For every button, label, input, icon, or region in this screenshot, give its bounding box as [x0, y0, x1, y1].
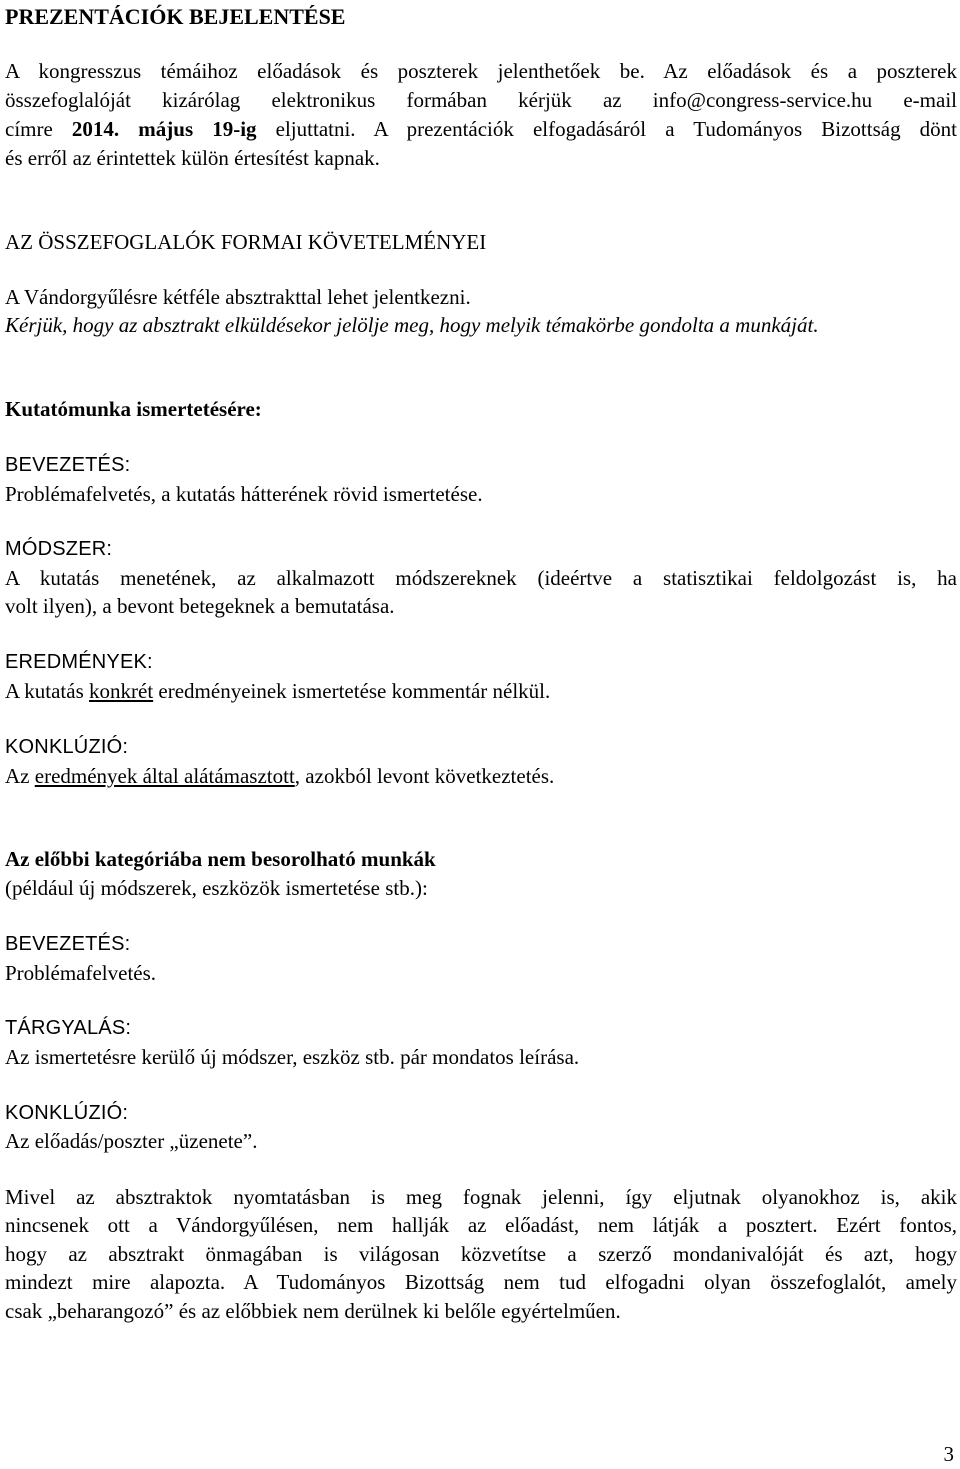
research-results-label: EREDMÉNYEK:	[5, 651, 153, 673]
research-intro-text: Problémafelvetés, a kutatás hátterének rövid ismertetése.	[5, 482, 483, 506]
closing-line-4: mindezt mire alapozta. A Tudományos Bizottság nem tud elfogadni olyan összefoglalót, amely	[5, 1270, 957, 1294]
conclusion-pre: Az	[5, 764, 30, 788]
research-results-text	[5, 677, 550, 706]
research-conclusion-label: KONKLÚZIÓ:	[5, 736, 129, 758]
conclusion-underlined: eredmények által alátámasztott	[34, 764, 295, 788]
research-method-line-2: volt ilyen), a bevont betegeknek a bemutatása.	[5, 594, 395, 618]
intro-line-2: összefoglalóját kizárólag elektronikus formában kérjük az info@congress-service.hu e-mail	[5, 88, 957, 112]
research-method-label: MÓDSZER:	[5, 538, 113, 560]
intro-line-4: és erről az érintettek külön értesítést kapnak.	[5, 146, 380, 170]
other-intro-text: Problémafelvetés.	[5, 961, 157, 985]
intro-line-3-pre: címre	[5, 117, 53, 141]
closing-line-1: Mivel az absztraktok nyomtatásban is meg fognak jelenni, így eljutnak olyanokhoz is, akik	[5, 1185, 957, 1209]
research-method-line-1: A kutatás menetének, az alkalmazott módszereknek (ideértve a statisztikai feldolgozást is, ha	[5, 566, 957, 590]
other-discussion-text: Az ismertetésre kerülő új módszer, eszköz stb. pár mondatos leírása.	[5, 1045, 580, 1069]
other-conclusion-label: KONKLÚZIÓ:	[5, 1102, 129, 1124]
results-post: eredményeinek ismertetése kommentár nélkül.	[158, 679, 551, 703]
conclusion-post: , azokból levont következtetés.	[294, 764, 555, 788]
research-intro-label: BEVEZETÉS:	[5, 454, 131, 476]
other-discussion-label: TÁRGYALÁS:	[5, 1017, 132, 1039]
other-subtitle: (például új módszerek, eszközök ismertetése stb.):	[5, 876, 428, 900]
closing-line-5: csak „beharangozó” és az előbbiek nem derülnek ki belőle egyértelműen.	[5, 1299, 621, 1323]
requirements-line-1: A Vándorgyűlésre kétféle absztrakttal lehet jelentkezni.	[5, 285, 471, 309]
closing-line-3: hogy az absztrakt önmagában is világosan közvetítse a szerző mondanivalóját és azt, hogy	[5, 1242, 957, 1266]
page-number: 3	[943, 1442, 954, 1466]
deadline-date: 2014. május 19-ig	[71, 117, 257, 141]
results-pre: A kutatás	[5, 679, 84, 703]
requirements-line-2: Kérjük, hogy az absztrakt elküldésekor jelölje meg, hogy melyik témakörbe gondolta a munkáját.	[5, 313, 819, 337]
research-conclusion-text	[5, 762, 554, 791]
research-title: Kutatómunka ismertetésére:	[5, 397, 262, 421]
intro-line-1: A kongresszus témáihoz előadások és poszterek jelenthetőek be. Az előadások és a poszterek	[5, 59, 957, 83]
results-underlined: konkrét	[89, 679, 154, 703]
section-title-requirements: AZ ÖSSZEFOGLALÓK FORMAI KÖVETELMÉNYEI	[5, 230, 487, 254]
other-intro-label: BEVEZETÉS:	[5, 933, 131, 955]
closing-line-2: nincsenek ott a Vándorgyűlésen, nem hallják az előadást, nem látják a posztert. Ezért fontos,	[5, 1213, 957, 1237]
other-conclusion-text: Az előadás/poszter „üzenete”.	[5, 1129, 258, 1153]
intro-line-3-post: eljuttatni. A prezentációk elfogadásáról a Tudományos Bizottság dönt	[275, 117, 958, 141]
other-title: Az előbbi kategóriába nem besorolható munkák	[5, 847, 436, 871]
page-heading: PREZENTÁCIÓK BEJELENTÉSE	[5, 4, 346, 29]
intro-line-3	[5, 115, 957, 144]
